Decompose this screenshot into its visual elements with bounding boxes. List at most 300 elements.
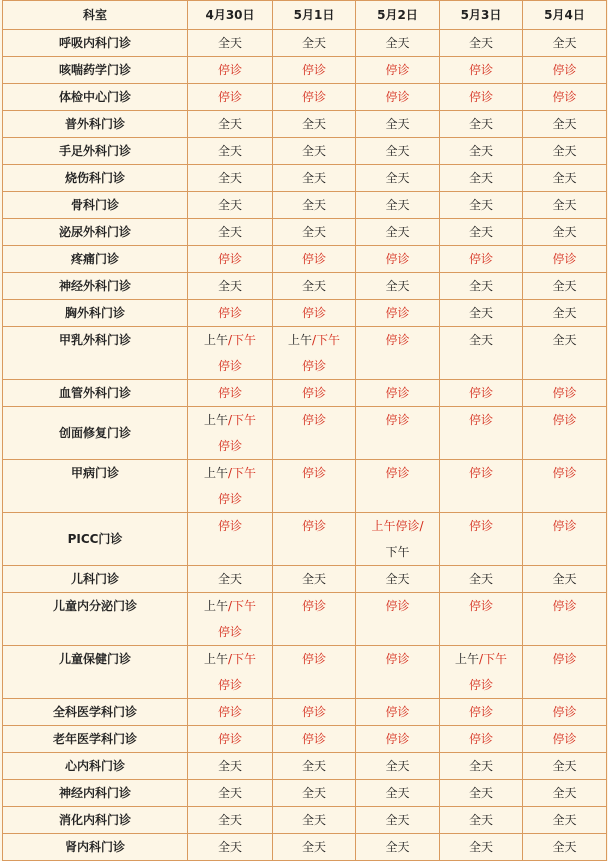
status-open: 全天: [468, 759, 493, 773]
department-name: 儿科门诊: [3, 566, 188, 593]
schedule-cell: [273, 246, 356, 273]
schedule-cell: [273, 300, 356, 327]
schedule-cell: [188, 593, 273, 646]
status-open: 全天: [217, 225, 242, 239]
schedule-cell: [440, 273, 523, 300]
status-closed: 停诊: [468, 252, 493, 266]
department-name: 老年医学科门诊: [3, 726, 188, 753]
status-open: 全天: [301, 279, 326, 293]
status-closed: 停诊: [301, 413, 326, 427]
status-closed: 停诊: [385, 90, 410, 104]
table-row: [3, 273, 607, 300]
status-open: 全天: [468, 572, 493, 586]
schedule-cell: [523, 646, 607, 699]
status-open: 全天: [385, 786, 410, 800]
schedule-cell: [440, 246, 523, 273]
status-closed: /下午: [311, 333, 341, 347]
schedule-cell: [188, 30, 273, 57]
status-open: 全天: [385, 572, 410, 586]
status-closed: 停诊: [217, 678, 242, 692]
header-date: 5月2日: [356, 1, 440, 30]
department-name: 神经内科门诊: [3, 780, 188, 807]
department-name: 咳喘药学门诊: [3, 57, 188, 84]
schedule-cell: [188, 380, 273, 407]
status-open: 全天: [301, 144, 326, 158]
schedule-cell: [273, 30, 356, 57]
status-closed: 停诊: [217, 732, 242, 746]
status-closed: 停诊: [301, 90, 326, 104]
schedule-cell: [523, 192, 607, 219]
status-open: 全天: [301, 572, 326, 586]
status-closed: 停诊: [385, 732, 410, 746]
status-open: 上午: [287, 333, 312, 347]
status-open: 全天: [552, 36, 577, 50]
status-open: 全天: [385, 813, 410, 827]
schedule-cell: [356, 726, 440, 753]
header-dept: 科室: [3, 1, 188, 30]
status-open: 全天: [301, 36, 326, 50]
status-closed: 停诊: [468, 386, 493, 400]
schedule-cell: [273, 699, 356, 726]
status-open: 全天: [217, 144, 242, 158]
schedule-cell: [523, 513, 607, 566]
schedule-cell: [440, 165, 523, 192]
schedule-cell: [188, 192, 273, 219]
schedule-cell: [440, 726, 523, 753]
department-name: 神经外科门诊: [3, 273, 188, 300]
status-open: 全天: [301, 840, 326, 854]
schedule-cell: [356, 699, 440, 726]
status-open: 全天: [217, 171, 242, 185]
schedule-cell: [188, 57, 273, 84]
status-closed: 停诊: [552, 252, 577, 266]
status-closed: 停诊: [217, 439, 242, 453]
department-name: 疼痛门诊: [3, 246, 188, 273]
status-closed: 停诊: [468, 413, 493, 427]
status-closed: 停诊: [552, 519, 577, 533]
status-closed: 停诊: [385, 652, 410, 666]
header-date: 4月30日: [188, 1, 273, 30]
table-row: [3, 111, 607, 138]
schedule-cell: [523, 165, 607, 192]
status-closed: 停诊: [385, 705, 410, 719]
schedule-cell: [188, 726, 273, 753]
department-name: 甲乳外科门诊: [3, 327, 188, 380]
status-open: 全天: [552, 279, 577, 293]
department-name: PICC门诊: [3, 513, 188, 566]
schedule-cell: [356, 513, 440, 566]
status-closed: 停诊: [468, 90, 493, 104]
schedule-cell: [440, 327, 523, 380]
status-closed: 停诊: [301, 63, 326, 77]
schedule-cell: [523, 246, 607, 273]
status-closed: 停诊: [301, 306, 326, 320]
schedule-cell: [188, 566, 273, 593]
table-row: [3, 699, 607, 726]
status-closed: 停诊: [217, 90, 242, 104]
department-name: 泌尿外科门诊: [3, 219, 188, 246]
schedule-cell: [188, 407, 273, 460]
schedule-cell: [523, 753, 607, 780]
schedule-cell: [356, 138, 440, 165]
department-name: 消化内科门诊: [3, 807, 188, 834]
status-open: 全天: [468, 36, 493, 50]
department-name: 儿童保健门诊: [3, 646, 188, 699]
schedule-cell: [356, 566, 440, 593]
department-name: 血管外科门诊: [3, 380, 188, 407]
status-open: 全天: [385, 840, 410, 854]
schedule-cell: [356, 327, 440, 380]
schedule-cell: [188, 327, 273, 380]
status-open: 全天: [301, 225, 326, 239]
status-open: 全天: [468, 333, 493, 347]
status-closed: /下午: [478, 652, 508, 666]
status-open: 全天: [552, 333, 577, 347]
status-open: 全天: [301, 171, 326, 185]
schedule-cell: [523, 327, 607, 380]
status-closed: 停诊: [468, 732, 493, 746]
schedule-cell: [440, 219, 523, 246]
status-open: 全天: [301, 786, 326, 800]
status-closed: 停诊: [468, 599, 493, 613]
schedule-cell: [523, 30, 607, 57]
status-open: 全天: [468, 117, 493, 131]
status-closed: 停诊: [301, 599, 326, 613]
department-name: 儿童内分泌门诊: [3, 593, 188, 646]
table-row: [3, 780, 607, 807]
status-closed: 停诊: [217, 306, 242, 320]
department-name: 普外科门诊: [3, 111, 188, 138]
schedule-cell: [273, 111, 356, 138]
table-row: [3, 834, 607, 861]
status-open: 全天: [301, 813, 326, 827]
schedule-cell: [440, 84, 523, 111]
status-open: 全天: [385, 759, 410, 773]
status-open: 全天: [468, 171, 493, 185]
table-row: [3, 513, 607, 566]
schedule-cell: [440, 300, 523, 327]
status-closed: 停诊: [385, 333, 410, 347]
status-open: 全天: [552, 171, 577, 185]
schedule-cell: [188, 699, 273, 726]
schedule-cell: [188, 111, 273, 138]
schedule-cell: [356, 834, 440, 861]
department-name: 肾内科门诊: [3, 834, 188, 861]
status-open: 全天: [468, 813, 493, 827]
header-row: [3, 1, 607, 30]
status-closed: 停诊: [385, 466, 410, 480]
schedule-cell: [273, 513, 356, 566]
status-open: 上午: [203, 333, 228, 347]
status-closed: 停诊: [385, 306, 410, 320]
header-date: 5月4日: [523, 1, 607, 30]
status-open: 全天: [385, 144, 410, 158]
department-name: 骨科门诊: [3, 192, 188, 219]
schedule-cell: [523, 407, 607, 460]
status-closed: 停诊: [385, 413, 410, 427]
schedule-cell: [188, 834, 273, 861]
table-row: [3, 327, 607, 380]
status-closed: 停诊: [301, 252, 326, 266]
table-row: [3, 192, 607, 219]
schedule-cell: [440, 30, 523, 57]
status-open: 上午: [454, 652, 479, 666]
status-open: 全天: [552, 786, 577, 800]
schedule-cell: [523, 300, 607, 327]
table-row: [3, 726, 607, 753]
status-closed: 停诊: [217, 359, 242, 373]
table-row: [3, 407, 607, 460]
status-closed: 停诊: [301, 466, 326, 480]
status-open: 全天: [552, 840, 577, 854]
schedule-cell: [273, 646, 356, 699]
schedule-cell: [440, 780, 523, 807]
schedule-cell: [356, 192, 440, 219]
schedule-cell: [188, 646, 273, 699]
schedule-cell: [356, 780, 440, 807]
schedule-cell: [188, 165, 273, 192]
table-row: [3, 300, 607, 327]
schedule-cell: [523, 780, 607, 807]
status-closed: 停诊: [301, 732, 326, 746]
status-open: 全天: [552, 225, 577, 239]
schedule-cell: [188, 460, 273, 513]
status-closed: 停诊: [301, 359, 326, 373]
schedule-cell: [440, 513, 523, 566]
schedule-cell: [440, 57, 523, 84]
schedule-cell: [273, 273, 356, 300]
schedule-cell: [273, 460, 356, 513]
department-name: 烧伤科门诊: [3, 165, 188, 192]
status-open: 上午: [203, 599, 228, 613]
status-closed: 停诊: [217, 492, 242, 506]
header-date: 5月3日: [440, 1, 523, 30]
schedule-cell: [273, 380, 356, 407]
table-row: [3, 84, 607, 111]
schedule-cell: [356, 460, 440, 513]
schedule-cell: [356, 165, 440, 192]
status-open: 上午: [203, 466, 228, 480]
schedule-cell: [523, 57, 607, 84]
department-name: 胸外科门诊: [3, 300, 188, 327]
status-open: 全天: [385, 171, 410, 185]
schedule-cell: [356, 753, 440, 780]
schedule-cell: [356, 593, 440, 646]
status-open: 全天: [217, 786, 242, 800]
status-open: 全天: [217, 36, 242, 50]
table-row: [3, 380, 607, 407]
status-open: 全天: [468, 306, 493, 320]
status-closed: 停诊: [468, 705, 493, 719]
status-open: 全天: [385, 198, 410, 212]
status-open: 全天: [552, 306, 577, 320]
department-name: 全科医学科门诊: [3, 699, 188, 726]
schedule-cell: [523, 273, 607, 300]
status-closed: 上午停诊/: [371, 519, 424, 533]
status-closed: /下午: [227, 333, 257, 347]
table-row: [3, 807, 607, 834]
status-open: 下午: [385, 545, 410, 559]
status-closed: 停诊: [385, 252, 410, 266]
table-row: [3, 57, 607, 84]
schedule-cell: [188, 753, 273, 780]
status-open: 全天: [385, 36, 410, 50]
status-open: 全天: [468, 840, 493, 854]
status-open: 上午: [203, 413, 228, 427]
status-closed: /下午: [227, 413, 257, 427]
status-closed: 停诊: [552, 705, 577, 719]
schedule-cell: [523, 807, 607, 834]
status-closed: 停诊: [385, 63, 410, 77]
schedule-cell: [440, 111, 523, 138]
status-open: 全天: [552, 572, 577, 586]
status-open: 上午: [203, 652, 228, 666]
status-open: 全天: [552, 813, 577, 827]
status-open: 全天: [217, 813, 242, 827]
status-closed: 停诊: [552, 466, 577, 480]
schedule-cell: [440, 593, 523, 646]
schedule-cell: [523, 726, 607, 753]
table-row: [3, 753, 607, 780]
schedule-cell: [273, 566, 356, 593]
status-closed: 停诊: [552, 386, 577, 400]
schedule-cell: [440, 807, 523, 834]
status-open: 全天: [552, 759, 577, 773]
schedule-cell: [523, 699, 607, 726]
schedule-cell: [273, 753, 356, 780]
schedule-cell: [273, 165, 356, 192]
schedule-cell: [523, 593, 607, 646]
status-closed: 停诊: [468, 519, 493, 533]
table-row: [3, 593, 607, 646]
status-closed: 停诊: [385, 599, 410, 613]
table-row: [3, 30, 607, 57]
status-open: 全天: [552, 117, 577, 131]
department-name: 创面修复门诊: [3, 407, 188, 460]
schedule-cell: [188, 807, 273, 834]
department-name: 心内科门诊: [3, 753, 188, 780]
schedule-cell: [188, 219, 273, 246]
schedule-cell: [440, 407, 523, 460]
status-closed: 停诊: [301, 652, 326, 666]
schedule-cell: [356, 30, 440, 57]
schedule-cell: [523, 219, 607, 246]
status-open: 全天: [468, 144, 493, 158]
schedule-cell: [440, 192, 523, 219]
schedule-cell: [440, 460, 523, 513]
schedule-cell: [440, 380, 523, 407]
status-closed: 停诊: [552, 63, 577, 77]
table-row: [3, 138, 607, 165]
status-open: 全天: [217, 840, 242, 854]
schedule-cell: [356, 219, 440, 246]
schedule-cell: [440, 646, 523, 699]
status-closed: 停诊: [301, 519, 326, 533]
status-open: 全天: [468, 198, 493, 212]
schedule-table: [2, 0, 607, 861]
schedule-cell: [188, 246, 273, 273]
status-open: 全天: [552, 144, 577, 158]
schedule-cell: [188, 84, 273, 111]
schedule-body: [3, 30, 607, 861]
schedule-cell: [356, 273, 440, 300]
schedule-cell: [273, 834, 356, 861]
status-closed: 停诊: [468, 678, 493, 692]
schedule-cell: [523, 566, 607, 593]
schedule-cell: [440, 566, 523, 593]
schedule-cell: [188, 513, 273, 566]
department-name: 手足外科门诊: [3, 138, 188, 165]
status-open: 全天: [468, 786, 493, 800]
schedule-cell: [188, 138, 273, 165]
status-closed: 停诊: [217, 519, 242, 533]
schedule-cell: [188, 300, 273, 327]
schedule-cell: [523, 380, 607, 407]
status-closed: 停诊: [217, 705, 242, 719]
status-closed: 停诊: [552, 599, 577, 613]
status-open: 全天: [301, 759, 326, 773]
table-row: [3, 246, 607, 273]
status-open: 全天: [552, 198, 577, 212]
status-open: 全天: [217, 759, 242, 773]
schedule-cell: [523, 138, 607, 165]
department-name: 体检中心门诊: [3, 84, 188, 111]
department-name: 呼吸内科门诊: [3, 30, 188, 57]
status-closed: 停诊: [301, 386, 326, 400]
status-closed: 停诊: [552, 413, 577, 427]
schedule-cell: [523, 834, 607, 861]
schedule-cell: [356, 380, 440, 407]
status-closed: /下午: [227, 652, 257, 666]
status-closed: /下午: [227, 466, 257, 480]
department-name: 甲病门诊: [3, 460, 188, 513]
schedule-cell: [356, 300, 440, 327]
schedule-cell: [273, 84, 356, 111]
status-open: 全天: [385, 225, 410, 239]
schedule-cell: [273, 327, 356, 380]
schedule-cell: [356, 84, 440, 111]
schedule-cell: [273, 807, 356, 834]
status-closed: 停诊: [385, 386, 410, 400]
status-open: 全天: [468, 225, 493, 239]
schedule-cell: [356, 246, 440, 273]
schedule-cell: [440, 699, 523, 726]
schedule-cell: [273, 726, 356, 753]
schedule-cell: [273, 593, 356, 646]
status-closed: 停诊: [468, 63, 493, 77]
status-open: 全天: [301, 117, 326, 131]
schedule-cell: [440, 138, 523, 165]
schedule-cell: [273, 219, 356, 246]
schedule-cell: [356, 57, 440, 84]
table-row: [3, 165, 607, 192]
schedule-cell: [273, 138, 356, 165]
status-open: 全天: [385, 279, 410, 293]
status-open: 全天: [217, 117, 242, 131]
schedule-cell: [273, 57, 356, 84]
schedule-cell: [440, 834, 523, 861]
status-closed: 停诊: [552, 732, 577, 746]
schedule-cell: [356, 111, 440, 138]
table-row: [3, 646, 607, 699]
schedule-cell: [273, 192, 356, 219]
status-open: 全天: [468, 279, 493, 293]
table-row: [3, 219, 607, 246]
schedule-cell: [273, 407, 356, 460]
status-closed: 停诊: [468, 466, 493, 480]
schedule-cell: [273, 780, 356, 807]
schedule-cell: [188, 273, 273, 300]
